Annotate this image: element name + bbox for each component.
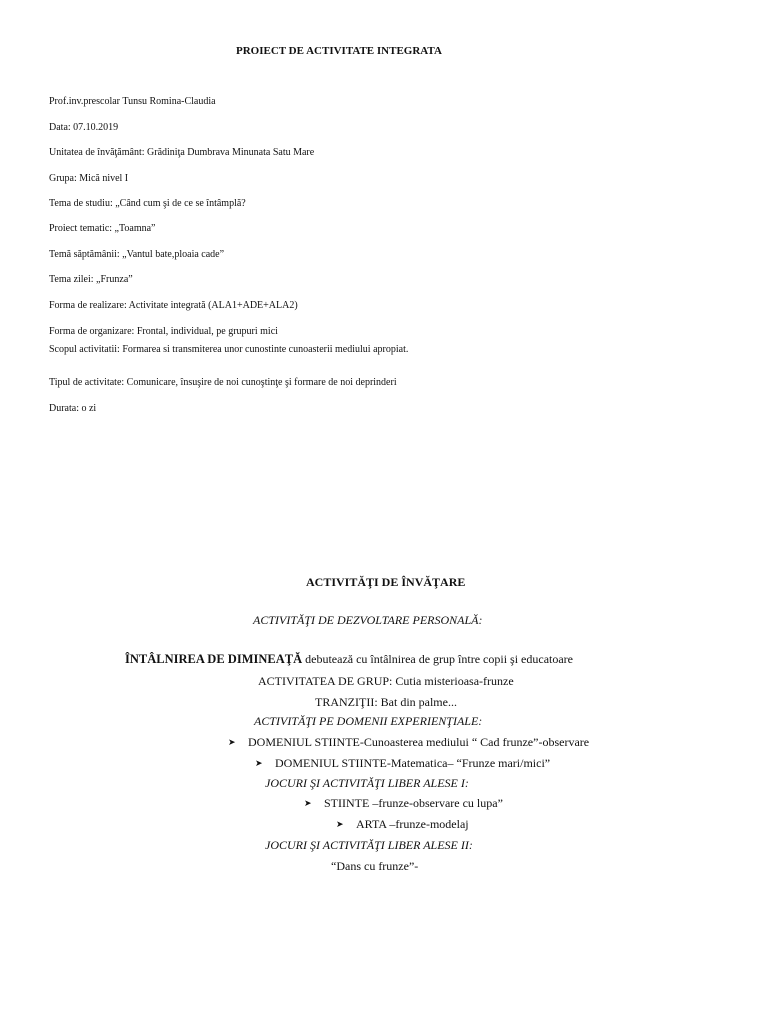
field-date: Data: 07.10.2019: [49, 122, 119, 133]
document-title: PROIECT DE ACTIVITATE INTEGRATA: [236, 45, 442, 57]
group-activity: ACTIVITATEA DE GRUP: Cutia misterioasa-frunze: [258, 674, 514, 688]
field-realization-form: Forma de realizare: Activitate integrată (ALA1+ADE+ALA2): [49, 300, 298, 311]
field-day-theme: Tema zilei: „Frunza”: [49, 274, 133, 285]
domain-item-label: DOMENIUL STIINTE-Matematica– “Frunze mari/mici”: [275, 756, 551, 770]
free-games-2-item: “Dans cu frunze”-: [331, 859, 419, 873]
activities-heading: ACTIVITĂŢI DE ÎNVĂŢARE: [306, 575, 466, 589]
free-games-1-item-science: [304, 796, 503, 810]
field-teacher: Prof.inv.prescolar Tunsu Romina-Claudia: [49, 96, 216, 107]
bullet-arrow-icon: ➤: [255, 758, 263, 768]
transitions: TRANZIŢII: Bat din palme...: [315, 695, 457, 709]
field-organization-form: Forma de organizare: Frontal, individual, pe grupuri mici: [49, 326, 278, 337]
field-week-theme: Temă săptămânii: „Vantul bate,ploaia cade”: [49, 249, 225, 260]
free-games-2-heading: JOCURI ŞI ACTIVITĂŢI LIBER ALESE II:: [265, 838, 473, 852]
free-games-1-item-art: [336, 817, 469, 831]
bullet-arrow-icon: ➤: [304, 798, 312, 808]
domain-item-science-environment: [228, 735, 589, 749]
morning-meeting-label: ÎNTÂLNIREA DE DIMINEAŢĂ: [125, 652, 303, 666]
bullet-arrow-icon: ➤: [228, 737, 236, 747]
free-games-1-heading: JOCURI ŞI ACTIVITĂŢI LIBER ALESE I:: [265, 776, 469, 790]
field-project-theme: Proiect tematic: „Toamna”: [49, 223, 156, 234]
morning-meeting-text: debutează cu întâlnirea de grup între copii şi educatoare: [302, 652, 573, 666]
field-group: Grupa: Mică nivel I: [49, 173, 129, 184]
domain-item-science-math: [255, 756, 550, 770]
field-study-theme: Tema de studiu: „Când cum şi de ce se întâmplă?: [49, 198, 246, 209]
free-games-item-label: STIINTE –frunze-observare cu lupa”: [324, 796, 503, 810]
bullet-arrow-icon: ➤: [336, 819, 344, 829]
field-activity-purpose: Scopul activitatii: Formarea si transmiterea unor cunostinte cunoasterii mediului apropiat.: [49, 344, 409, 355]
morning-meeting-line: [125, 652, 573, 666]
experiential-domains-heading: ACTIVITĂŢI PE DOMENII EXPERIENŢIALE:: [254, 714, 483, 728]
field-activity-type: Tipul de activitate: Comunicare, însuşire de noi cunoştinţe şi formare de noi deprinderi: [49, 377, 397, 388]
free-games-item-label: ARTA –frunze-modelaj: [356, 817, 469, 831]
domain-item-label: DOMENIUL STIINTE-Cunoasterea mediului “ Cad frunze”-observare: [248, 735, 590, 749]
personal-development-heading: ACTIVITĂŢI DE DEZVOLTARE PERSONALĂ:: [253, 613, 483, 627]
field-school: Unitatea de învăţământ: Grădiniţa Dumbrava Minunata Satu Mare: [49, 147, 315, 158]
field-duration: Durata: o zi: [49, 403, 97, 414]
